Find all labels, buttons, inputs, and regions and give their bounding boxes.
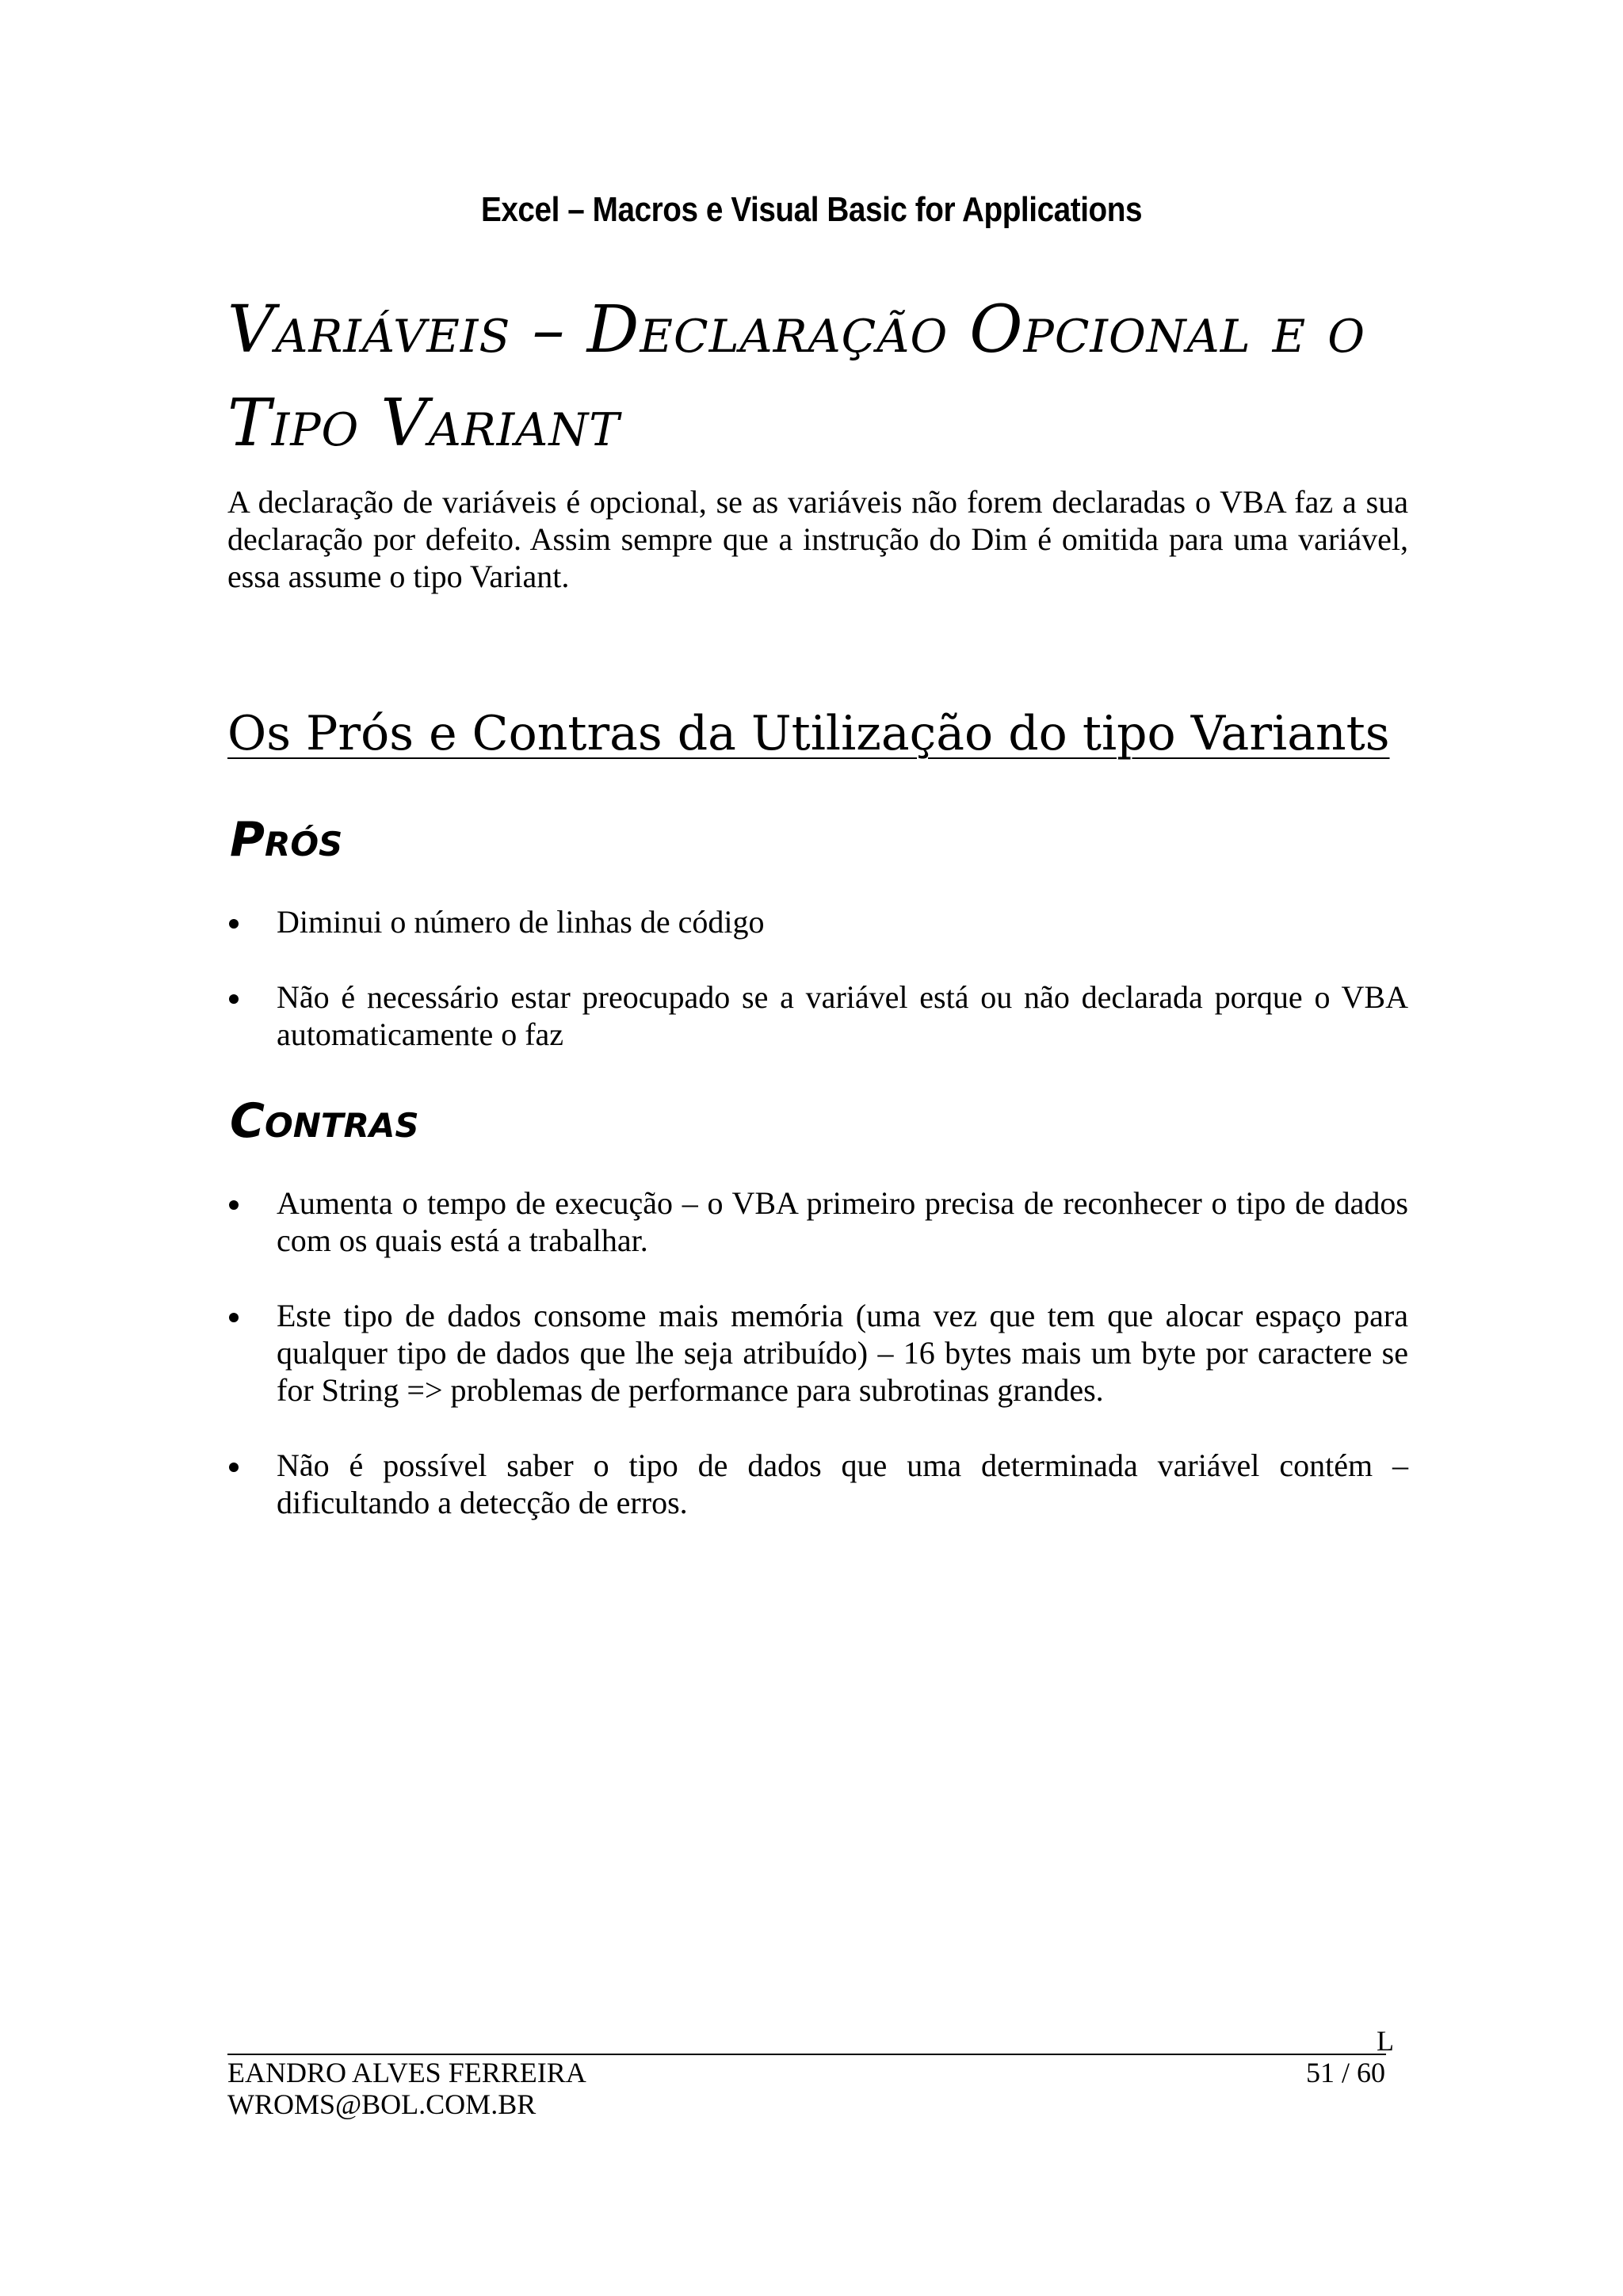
contras-list [227, 1184, 1408, 1521]
footer-author: EANDRO ALVES FERREIRA [227, 2057, 586, 2088]
bullet-icon [229, 1200, 239, 1210]
page-number: 51 / 60 [1306, 2057, 1386, 2088]
contras-heading: Contras [230, 1093, 419, 1149]
footer-mark: L [1377, 2025, 1394, 2057]
footer-divider [227, 2054, 1386, 2055]
list-item-text: Aumenta o tempo de execução – o VBA primeiro precisa de reconhecer o tipo de dados com os quais está a trabalhar. [277, 1185, 1408, 1258]
bullet-icon [229, 919, 239, 929]
list-item-text: Diminui o número de linhas de código [277, 904, 765, 940]
running-header: Excel – Macros e Visual Basic for Applications [480, 190, 1143, 229]
intro-paragraph: A declaração de variáveis é opcional, se as variáveis não forem declaradas o VBA faz a sua declaração por defeito. Assim sempre que a instrução do Dim é omitida para uma variável, essa assume o tipo Variant. [227, 484, 1408, 594]
pros-heading: Prós [230, 812, 343, 868]
chapter-title [227, 284, 1448, 471]
chapter-title-line-2: Tipo Variant [227, 386, 621, 461]
list-item-text: Não é necessário estar preocupado se a variável está ou não declarada porque o VBA automaticamente o faz [277, 979, 1408, 1052]
bullet-icon [229, 1313, 239, 1322]
list-item [227, 1184, 1408, 1259]
list-item [227, 1297, 1408, 1409]
list-item-text: Não é possível saber o tipo de dados que uma determinada variável contém – dificultando a detecção de erros. [277, 1447, 1408, 1520]
list-item-text: Este tipo de dados consome mais memória (uma vez que tem que alocar espaço para qualquer tipo de dados que lhe seja atribuído) – 16 bytes mais um byte por caractere se for String => problemas de performance para subrotinas grandes. [277, 1298, 1408, 1408]
list-item [227, 903, 1408, 940]
bullet-icon [229, 1463, 239, 1472]
section-title: Os Prós e Contras da Utilização do tipo Variants [227, 706, 1390, 761]
pros-list [227, 903, 1408, 1053]
bullet-icon [229, 994, 239, 1004]
list-item [227, 1447, 1408, 1521]
list-item [227, 978, 1408, 1053]
chapter-title-line-1: Variáveis – Declaração Opcional e o [227, 292, 1366, 368]
footer-email: WROMS@BOL.COM.BR [227, 2088, 537, 2120]
